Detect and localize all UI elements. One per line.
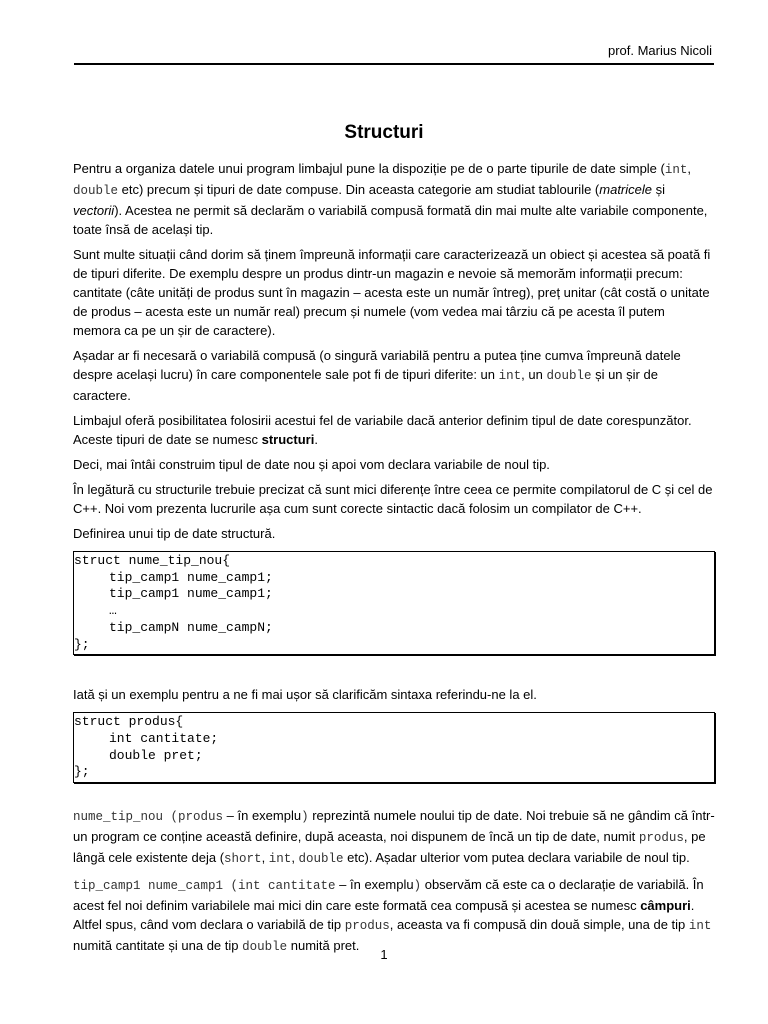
code-line: }; [74,764,90,780]
paragraph-intro [73,159,715,239]
text: Limbajul oferă posibilitatea folosirii acestui fel de variabile dacă anterior definim tipul de date corespunzător. Aceste tipuri de date se numesc [73,413,692,447]
paragraph-type-name [73,806,715,869]
text: – în exemplu [335,877,414,893]
inline-code: int [268,852,292,867]
text: și [652,182,666,197]
text: ). Acestea ne permit să declarăm o variabilă compusă formată din mai multe alte variabile componente, toate însă de același tip. [73,203,708,237]
inline-code: tip_camp1 nume_camp1 (int cantitate [73,879,336,894]
inline-code: int [688,919,712,934]
bold-term: structuri [261,432,315,447]
code-line: }; [74,636,90,652]
text: , [687,161,691,176]
text: observăm că este ca o declarație de variabilă. În acest fel noi definim variabilele mai mici din care este formată cea compusă și acestea se numesc [73,877,704,914]
code-line: tip_camp1 nume_camp1; [109,569,273,585]
paragraph-first-build-type: Deci, mai întâi construim tipul de date nou și apoi vom declara variabile de noul tip. [73,457,550,472]
code-block-struct-example [73,712,715,783]
code-line: struct produs{ [74,714,184,730]
code-line: struct nume_tip_nou{ [74,553,231,568]
text: Așadar ar fi necesară o variabilă compusă (o singură variabilă pentru a putea ține cumva împreună datele despre același lucru) în care componentele sale pot fi de tipuri diferite: un [73,348,681,382]
text: Pentru a organiza datele unui program limbajul pune la dispoziție pe de o parte tipurile de date simple ( [73,161,665,176]
text: , aceasta va fi compusă din două simple, una de tip [389,917,689,933]
code-line: int cantitate; [109,730,219,746]
inline-code: short [224,852,262,867]
inline-code: double [242,940,288,955]
inline-code: double [546,369,592,383]
paragraph-situations: Sunt multe situații când dorim să ținem împreună informații care caracterizează un obiect și acestea să poată fi de tipuri diferite. De exemplu despre un produs dintr-un magazin e nevoie să memorăm informații precum: cantitate (câte unități de produs sunt în magazin – acesta este un număr întreg), preț unitar (cât costă o unitate de produs – acesta este un număr real) precum și numele (vom vedea mai târziu că pe acesta îl putem memora ca pe un șir de caractere). [73,247,711,338]
text: numită cantitate și una de tip [73,938,243,954]
text: numită pret. [287,938,360,954]
text: , un [521,367,547,382]
text: etc). Așadar ulterior vom putea declara variabile de noul tip. [343,850,690,866]
paragraph-compound-variable [73,346,715,405]
text: . Altfel spus, când vom declara o variabilă de tip [73,898,695,933]
document-body [73,159,715,963]
code-line: … [109,603,117,619]
inline-code: ) [301,810,309,825]
text: reprezintă numele noului tip de date. Noi trebuie să ne gândim că într-un program ce conține această definire, după aceasta, noi dispunem de încă un tip de date, numit [73,808,715,845]
text: . [314,432,318,447]
code-line: tip_camp1 nume_camp1; [109,586,273,602]
page-header-author: prof. Marius Nicoli [607,43,712,58]
inline-code: produs [638,831,684,846]
inline-code: double [298,852,344,867]
text: , [291,850,299,866]
text: , pe lângă cele existente deja ( [73,829,706,866]
paragraph-c-vs-cpp: În legătură cu structurile trebuie precizat că sunt mici diferențe între ceea ce permite compilatorul de C și cel de C++. Noi vom prezenta lucrurile așa cum sunt corecte sintactic dacă folosim un compilator de C++. [73,482,713,516]
paragraph-example-intro: Iată și un exemplu pentru a ne fi mai ușor să clarificăm sintaxa referindu-ne la el. [73,687,537,703]
code-line: tip_campN nume_campN; [109,619,273,635]
text: , [261,850,269,866]
inline-code: double [73,184,119,198]
inline-code: int [664,163,688,177]
paragraph-definition-label: Definirea unui tip de date structură. [73,526,276,541]
text: – în exemplu [223,808,302,824]
page-number: 1 [380,947,388,962]
italic-text: vectorii [73,203,115,218]
italic-text: matricele [599,182,653,197]
inline-code: ) [413,879,422,894]
inline-code: int [498,369,522,383]
code-line: double pret; [109,747,203,763]
header-divider [74,63,714,65]
code-block-struct-syntax [73,551,715,655]
text: etc) precum și tipuri de date compuse. Din aceasta categorie am studiat tablourile ( [118,182,600,197]
paragraph-fields [73,875,715,957]
inline-code: produs [344,919,390,934]
paragraph-language-support [73,411,715,449]
page-title: Structuri [344,122,424,143]
inline-code: nume_tip_nou (produs [73,810,224,825]
bold-term: câmpuri [640,898,691,914]
text: și un șir de caractere. [73,367,658,403]
